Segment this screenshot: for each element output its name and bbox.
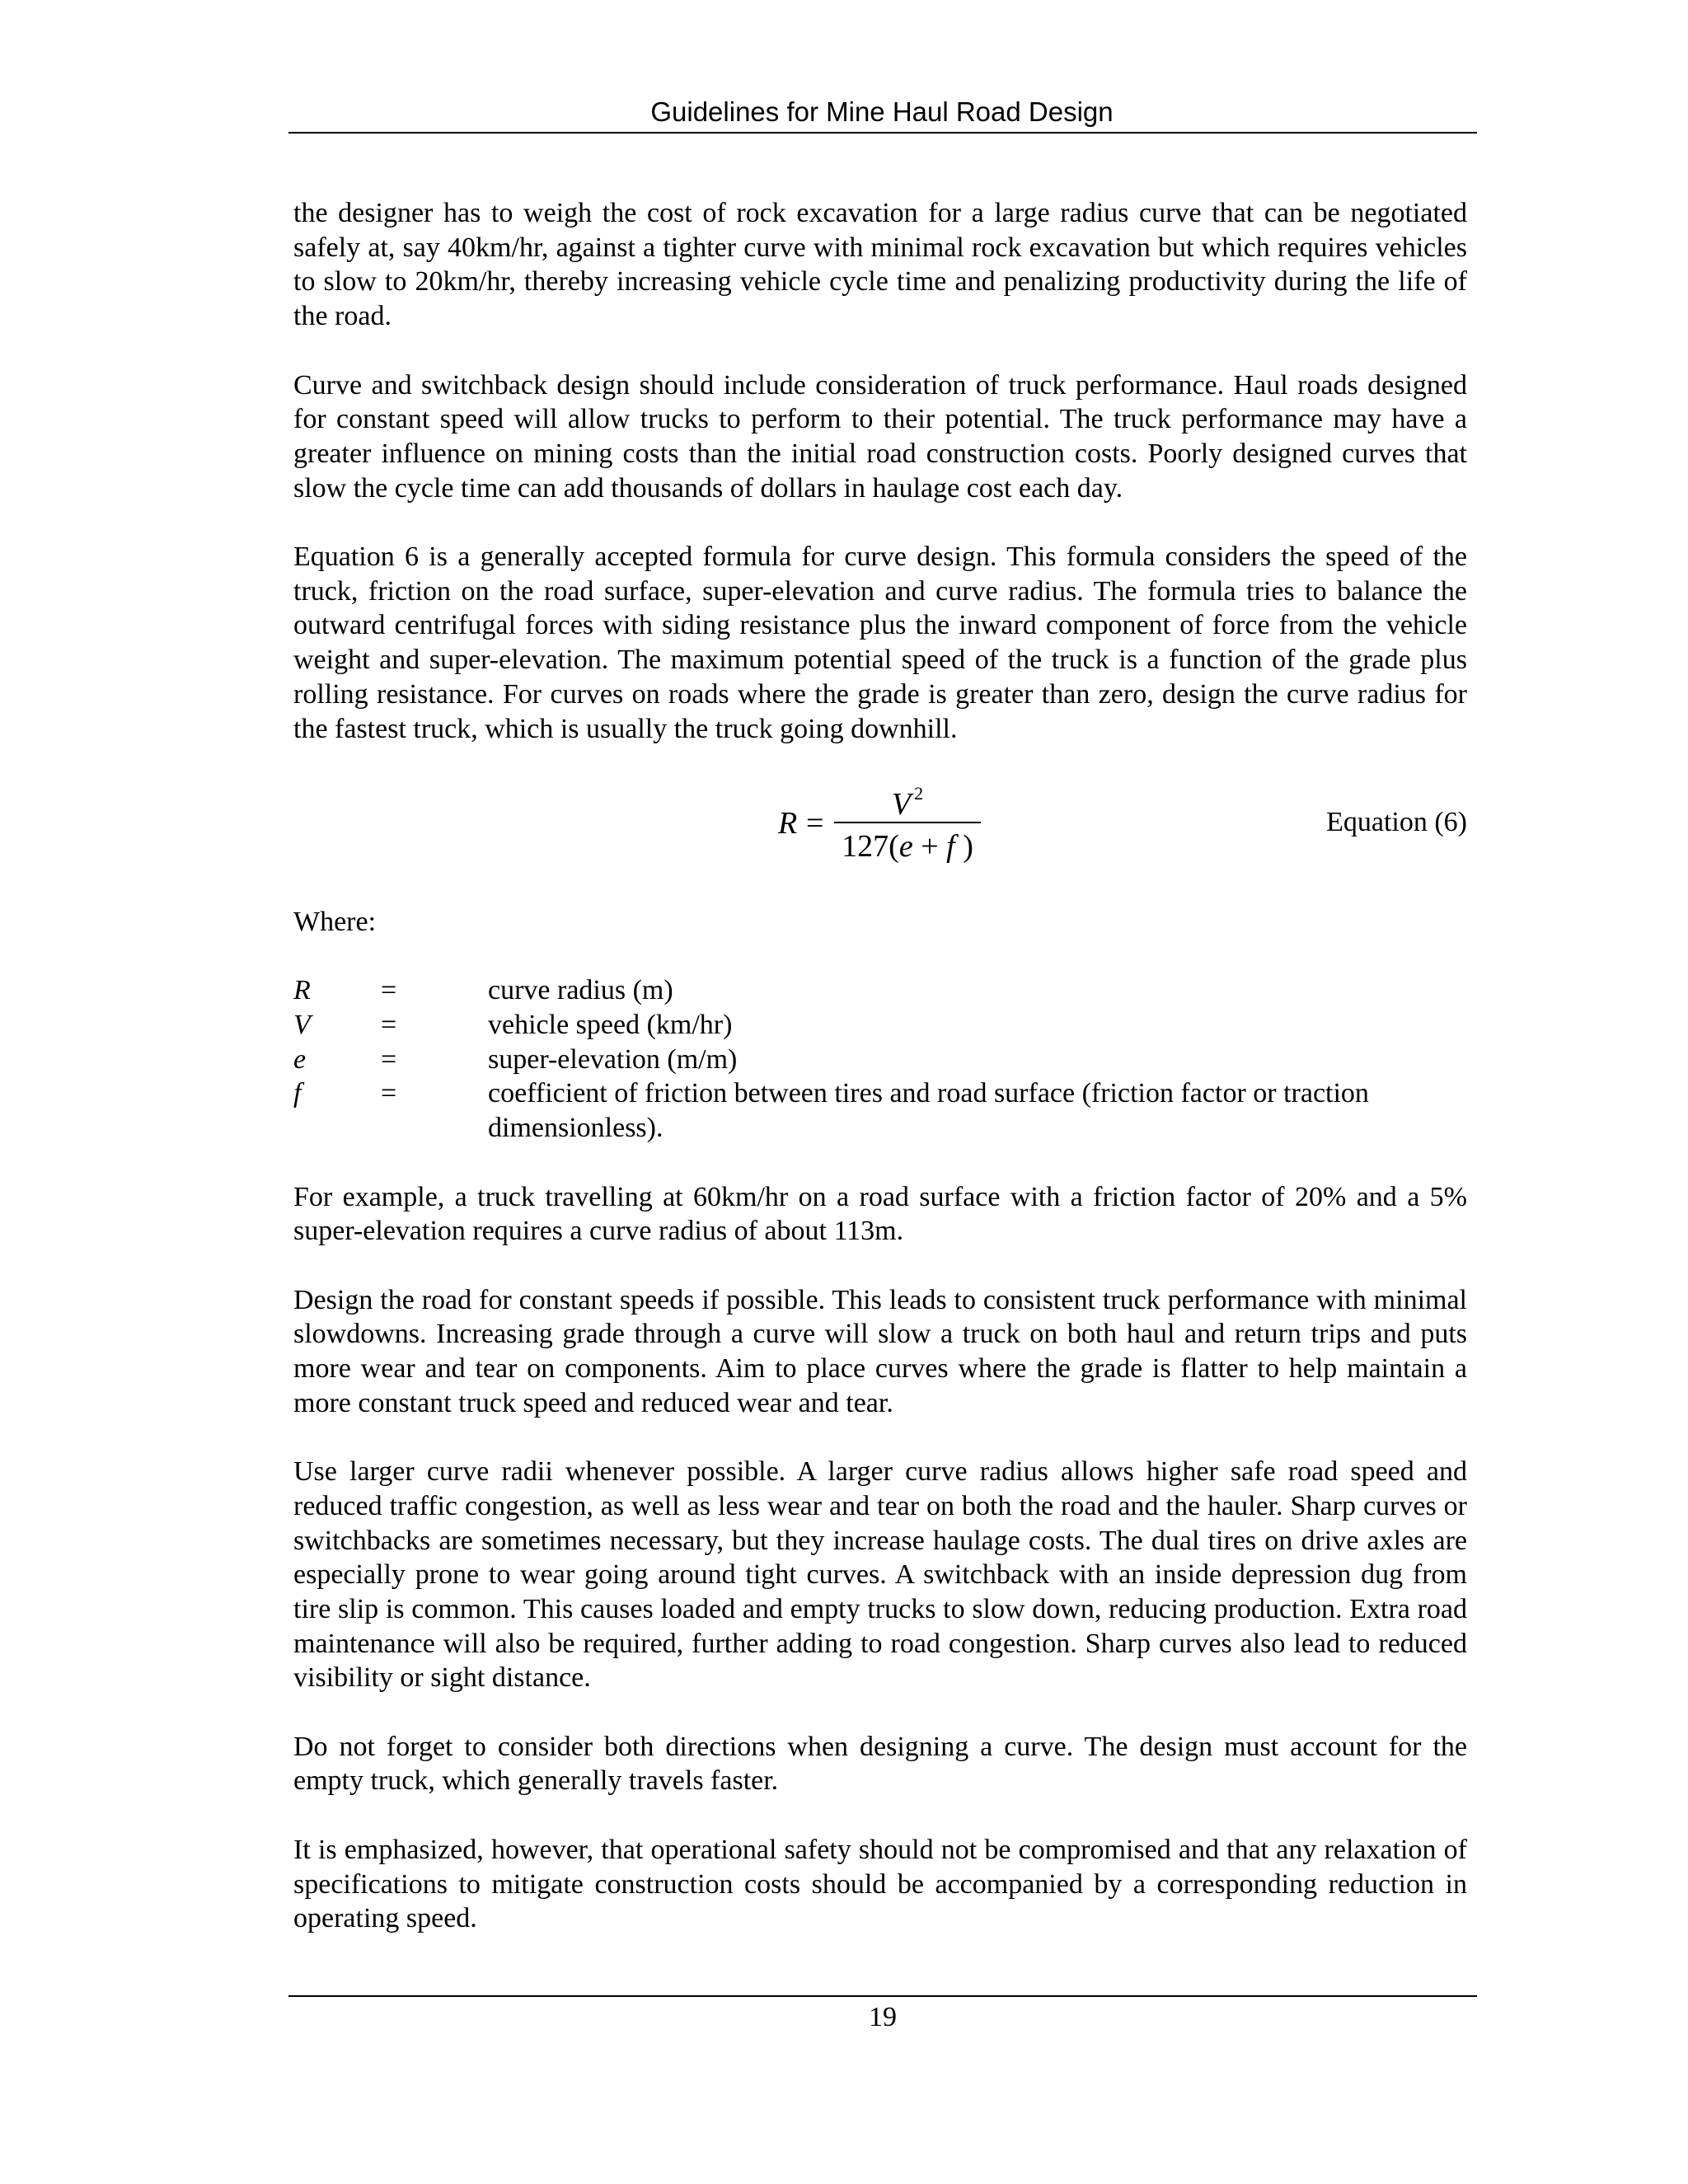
paragraph: Design the road for constant speeds if possible. This leads to consistent truck performance with minimal slowdowns. Increasing grade through a curve will slow a truck on both haul and return trips and puts more wear and tear on components. Aim to place curves where the grade is flatter to help maintain a more constant truck speed and reduced wear and tear.	[293, 1284, 1467, 1418]
equation-fraction	[834, 772, 981, 866]
paragraph: Use larger curve radii whenever possible. A larger curve radius allows higher safe road speed and reduced traffic congestion, as well as less wear and tear on both the road and the hauler. Sharp curves or switchbacks are sometimes necessary, but they increase haulage costs. The dual tires on drive axles are especially prone to wear going around tight curves. A switchback with an inside depression dug from tire slip is common. This causes loaded and empty trucks to slow down, reducing production. Extra road maintenance will also be required, further adding to road congestion. Sharp curves also lead to reduced visibility or sight distance.	[293, 1456, 1467, 1694]
equation-numerator-exponent: 2	[914, 782, 924, 804]
variable-definition: curve radius (m)	[488, 975, 673, 1006]
equation-label: Equation (6)	[1326, 806, 1467, 837]
paragraph: For example, a truck travelling at 60km/hr on a road surface with a friction factor of 20% and a 5% super-elevation requires a curve radius of about 113m.	[293, 1181, 1467, 1247]
equation-numerator	[834, 772, 981, 822]
variable-definition: vehicle speed (km/hr)	[488, 1010, 733, 1040]
variable-symbol: R	[293, 975, 311, 1006]
variable-definition: super-elevation (m/m)	[488, 1043, 738, 1075]
equation-denominator-f: f	[946, 828, 955, 864]
page-number: 19	[869, 2002, 897, 2032]
variable-definition: coefficient of friction between tires and road surface (friction factor or traction dimensionless).	[488, 1078, 1369, 1144]
paragraph: Equation 6 is a generally accepted formula for curve design. This formula considers the speed of the truck, friction on the road surface, super-elevation and curve radius. The formula tries to balance the outward centrifugal forces with siding resistance plus the inward component of force from the vehicle weight and super-elevation. The maximum potential speed of the truck is a function of the grade plus rolling resistance. For curves on roads where the grade is greater than zero, design the curve radius for the fastest truck, which is usually the truck going downhill.	[293, 541, 1467, 744]
equation-denominator-prefix: 127(	[842, 828, 899, 864]
variable-equals: =	[381, 1010, 397, 1040]
equation-lhs: R	[778, 805, 798, 841]
equation-6	[293, 772, 1467, 882]
paragraph: Do not forget to consider both directions when designing a curve. The design must account for the empty truck, which generally travels faster.	[293, 1731, 1467, 1797]
equation-denominator-plus: +	[912, 828, 947, 864]
variable-symbol: V	[293, 1010, 311, 1040]
paragraph: the designer has to weigh the cost of rock excavation for a large radius curve that can be negotiated safely at, say 40km/hr, against a tighter curve with minimal rock excavation but which requires vehicles to slow to 20km/hr, thereby increasing vehicle cycle time and penalizing productivity during the life of the road.	[293, 198, 1467, 332]
where-heading: Where:	[293, 906, 377, 937]
equation-denominator	[834, 827, 981, 866]
page-body	[293, 196, 1467, 1971]
variable-row	[293, 973, 1467, 1008]
variable-equals: =	[381, 1078, 397, 1109]
equation-denominator-suffix: )	[954, 828, 973, 864]
paragraph: Curve and switchback design should include consideration of truck performance. Haul roads designed for constant speed will allow trucks to perform to their potential. The truck performance may have a greater influence on mining costs than the initial road construction costs. Poorly designed curves that slow the cycle time can add thousands of dollars in haulage cost each day.	[293, 369, 1467, 504]
variable-symbol: f	[293, 1078, 302, 1109]
variable-definitions	[293, 973, 1467, 1146]
variable-equals: =	[381, 975, 397, 1006]
variable-row	[293, 1076, 1467, 1145]
equation-equals: =	[806, 805, 824, 841]
running-header: Guidelines for Mine Haul Road Design	[650, 96, 1114, 127]
equation-denominator-e: e	[898, 828, 913, 864]
variable-symbol: e	[293, 1043, 307, 1075]
equation-numerator-var: V	[891, 786, 912, 822]
variable-row	[293, 1043, 1467, 1077]
variable-row	[293, 1008, 1467, 1043]
paragraph: It is emphasized, however, that operational safety should not be compromised and that any relaxation of specifications to mitigate construction costs should be accompanied by a corresponding reduction in operating speed.	[293, 1834, 1467, 1934]
variable-equals: =	[381, 1043, 397, 1075]
equation-fraction-bar	[834, 822, 981, 823]
header-rule	[288, 132, 1477, 134]
footer-rule	[288, 1995, 1477, 1997]
